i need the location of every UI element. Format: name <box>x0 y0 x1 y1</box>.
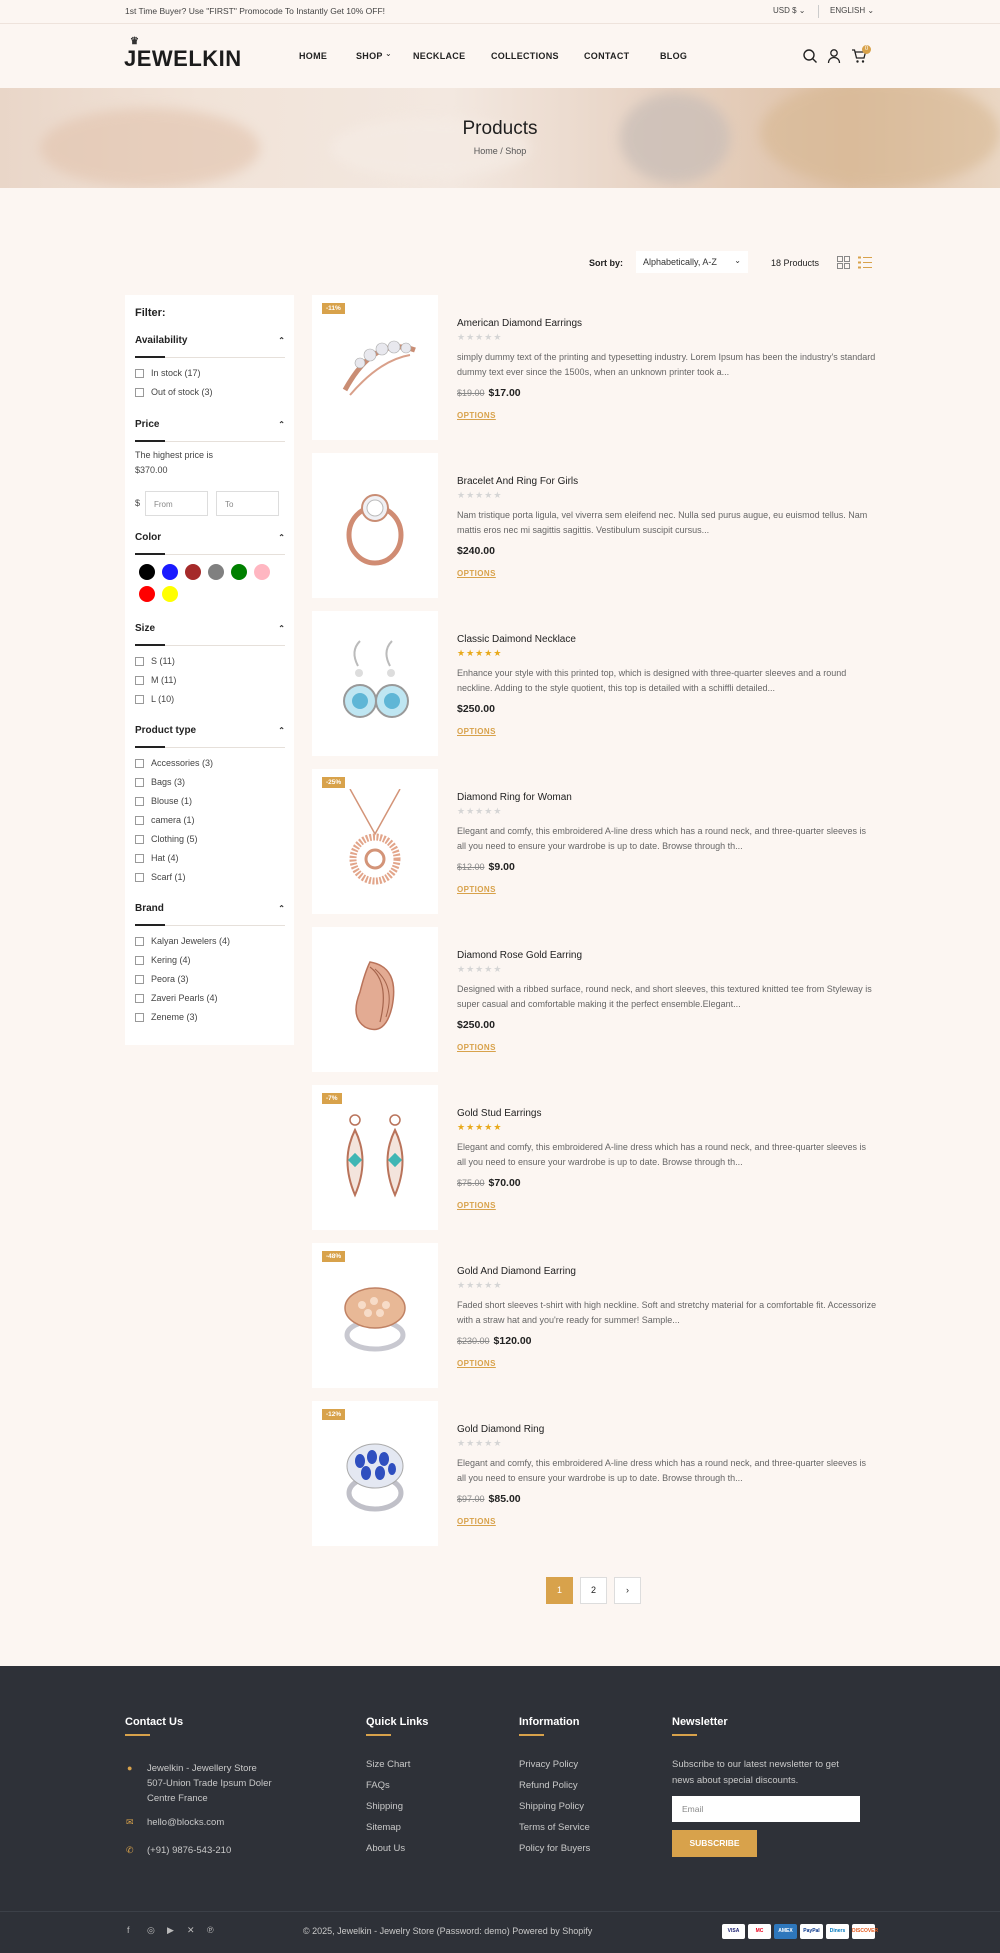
cart-count-badge: 0 <box>862 45 871 54</box>
star-icon: ★ <box>484 1280 494 1290</box>
current-price: $85.00 <box>488 1493 521 1505</box>
star-icon: ★ <box>475 1122 485 1132</box>
footer-email[interactable]: hello@blocks.com <box>147 1817 225 1828</box>
footer-link-faqs[interactable]: FAQs <box>366 1780 390 1791</box>
old-price: $230.00 <box>457 1336 490 1346</box>
star-icon: ★ <box>493 648 503 658</box>
x-icon[interactable]: ✕ <box>187 1925 195 1935</box>
product-description: simply dummy text of the printing and typesetting industry. Lorem Ipsum has been the industry's standard dummy text ever since the 1500s, when an unknown printer took a... <box>457 352 876 377</box>
current-price: $240.00 <box>457 545 495 557</box>
star-icon: ★ <box>475 1438 485 1448</box>
filter-color-header[interactable]: Color ⌃ <box>135 532 285 543</box>
star-icon: ★ <box>466 806 476 816</box>
breadcrumb-home[interactable]: Home <box>473 146 498 156</box>
options-button[interactable]: OPTIONS <box>457 411 496 420</box>
sort-select[interactable]: Alphabetically, A-Z ⌄ <box>636 251 748 273</box>
product-name[interactable]: Gold And Diamond Earring <box>457 1266 576 1277</box>
options-button[interactable]: OPTIONS <box>457 1043 496 1052</box>
announcement-bar <box>0 0 1000 24</box>
current-price: $17.00 <box>488 387 521 399</box>
rating-stars <box>457 964 502 975</box>
price-from-input[interactable]: From <box>145 491 208 516</box>
chevron-down-icon: ⌄ <box>798 6 806 15</box>
grid-view-icon[interactable] <box>837 256 850 269</box>
filter-type-scarf[interactable]: Scarf (1) <box>135 872 186 884</box>
star-icon: ★ <box>493 964 503 974</box>
footer-address-line: Jewelkin - Jewellery Store <box>147 1763 257 1774</box>
current-price: $70.00 <box>488 1177 521 1189</box>
price-to-input[interactable]: To <box>216 491 279 516</box>
page-1-button[interactable]: 1 <box>546 1577 573 1604</box>
divider <box>135 645 285 646</box>
newsletter-email-input[interactable]: Email <box>672 1796 860 1822</box>
star-icon: ★ <box>457 806 467 816</box>
product-name[interactable]: Diamond Ring for Woman <box>457 792 572 803</box>
star-icon: ★ <box>475 490 485 500</box>
rating-stars <box>457 806 502 817</box>
product-name[interactable]: Diamond Rose Gold Earring <box>457 950 583 961</box>
search-icon[interactable] <box>802 48 818 64</box>
breadcrumb-separator: / <box>500 146 503 156</box>
discount-badge: -11% <box>322 303 345 314</box>
filter-type-accessories[interactable]: Accessories (3) <box>135 758 213 770</box>
nav-home[interactable]: HOME <box>299 51 328 61</box>
product-card[interactable] <box>312 1401 438 1546</box>
chevron-up-icon: ⌃ <box>278 420 285 429</box>
product-price <box>457 1177 521 1189</box>
star-icon: ★ <box>457 490 467 500</box>
star-icon: ★ <box>466 648 476 658</box>
filter-size-header[interactable]: Size ⌃ <box>135 623 285 634</box>
nav-blog[interactable]: BLOG <box>660 51 688 61</box>
current-price: $9.00 <box>488 861 515 873</box>
paypal-icon: PayPal <box>800 1924 823 1939</box>
star-icon: ★ <box>475 806 485 816</box>
newsletter-text: news about special discounts. <box>672 1775 799 1786</box>
diners-icon: Diners <box>826 1924 849 1939</box>
star-icon: ★ <box>493 1438 503 1448</box>
divider <box>818 5 819 18</box>
divider <box>135 925 285 926</box>
options-button[interactable]: OPTIONS <box>457 1359 496 1368</box>
options-button[interactable]: OPTIONS <box>457 727 496 736</box>
old-price: $12.00 <box>457 862 485 872</box>
options-button[interactable]: OPTIONS <box>457 1517 496 1526</box>
chevron-down-icon: ⌄ <box>867 6 875 15</box>
color-swatch-brown[interactable] <box>185 564 201 580</box>
footer-address-line: 507-Union Trade Ipsum Doler <box>147 1778 272 1789</box>
old-price: $19.00 <box>457 388 485 398</box>
chevron-down-icon: ⌄ <box>734 256 741 265</box>
star-icon: ★ <box>457 1122 467 1132</box>
rating-stars <box>457 1438 502 1449</box>
product-count: 18 Products <box>771 258 820 268</box>
stud-earrings-image[interactable] <box>330 1105 420 1210</box>
nav-shop[interactable]: SHOP <box>356 51 383 61</box>
amex-icon: AMEX <box>774 1924 797 1939</box>
product-card[interactable] <box>312 927 438 1072</box>
star-icon: ★ <box>484 806 494 816</box>
footer-link-privacy[interactable]: Privacy Policy <box>519 1759 579 1770</box>
footer-phone[interactable]: (+91) 9876-543-210 <box>147 1845 232 1856</box>
youtube-icon[interactable]: ▶ <box>167 1925 174 1935</box>
user-icon[interactable] <box>826 48 842 64</box>
footer-link-buyers[interactable]: Policy for Buyers <box>519 1843 591 1854</box>
product-card[interactable] <box>312 611 438 756</box>
copyright-text: © 2025, Jewelkin - Jewelry Store (Password: demo) Powered by Shopify <box>303 1926 593 1936</box>
nav-collections[interactable]: COLLECTIONS <box>491 51 559 61</box>
chevron-right-icon: › <box>626 1585 629 1595</box>
star-icon: ★ <box>484 490 494 500</box>
star-icon: ★ <box>466 490 476 500</box>
product-card[interactable] <box>312 1085 438 1230</box>
star-icon: ★ <box>475 332 485 342</box>
footer-address-line: Centre France <box>147 1793 208 1804</box>
discount-badge: -48% <box>322 1251 345 1262</box>
footer-link-shipping-policy[interactable]: Shipping Policy <box>519 1801 584 1812</box>
product-card[interactable] <box>312 453 438 598</box>
rating-stars <box>457 490 502 501</box>
star-icon: ★ <box>466 332 476 342</box>
chevron-down-icon: ⌄ <box>385 49 392 58</box>
product-name[interactable]: Classic Daimond Necklace <box>457 634 576 645</box>
color-swatch-green[interactable] <box>231 564 247 580</box>
star-icon: ★ <box>466 964 476 974</box>
star-icon: ★ <box>493 1280 503 1290</box>
product-description: Elegant and comfy, this embroidered A-line dress which has a round neck, and three-quarter sleeves is all you need to ensure your wardrobe is up to date. Browse through th... <box>457 1458 867 1483</box>
footer-link-shipping[interactable]: Shipping <box>366 1801 403 1812</box>
color-swatch-black[interactable] <box>139 564 155 580</box>
product-name[interactable]: American Diamond Earrings <box>457 318 583 329</box>
color-swatch-blue[interactable] <box>162 564 178 580</box>
filter-size-l[interactable]: L (10) <box>135 694 174 706</box>
divider <box>135 747 285 748</box>
old-price: $97.00 <box>457 1494 485 1504</box>
star-icon: ★ <box>493 490 503 500</box>
filter-brand-zaveri[interactable]: Zaveri Pearls (4) <box>135 993 218 1005</box>
product-price <box>457 861 515 873</box>
star-icon: ★ <box>475 1280 485 1290</box>
divider <box>135 357 285 358</box>
sapphire-ring-image[interactable] <box>330 1421 420 1526</box>
filter-price-header[interactable]: Price ⌃ <box>135 419 285 430</box>
phone-icon: ✆ <box>126 1845 134 1855</box>
star-icon: ★ <box>493 806 503 816</box>
visa-icon: VISA <box>722 1924 745 1939</box>
star-icon: ★ <box>493 1122 503 1132</box>
mastercard-icon: MC <box>748 1924 771 1939</box>
instagram-icon[interactable]: ◎ <box>147 1925 155 1935</box>
filter-availability-header[interactable]: Availability ⌃ <box>135 335 285 346</box>
color-swatch-red[interactable] <box>139 586 155 602</box>
rating-stars <box>457 1122 502 1133</box>
footer-newsletter-title: Newsletter <box>672 1716 728 1728</box>
product-description: Designed with a ribbed surface, round neck, and short sleeves, this textured knitted tee from Styleway is super casual and comfortable making it the perfect ensemble.Elegant... <box>457 984 872 1009</box>
star-icon: ★ <box>466 1280 476 1290</box>
filter-type-blouse[interactable]: Blouse (1) <box>135 796 192 808</box>
page-title: Products <box>462 118 538 139</box>
chevron-up-icon: ⌃ <box>278 533 285 542</box>
filter-sidebar <box>125 295 294 1045</box>
product-price <box>457 387 521 399</box>
product-price <box>457 1493 521 1505</box>
price-currency: $ <box>135 498 141 508</box>
star-icon: ★ <box>475 648 485 658</box>
newsletter-text: Subscribe to our latest newsletter to get <box>672 1759 839 1770</box>
color-swatch-yellow[interactable] <box>162 586 178 602</box>
sort-label: Sort by: <box>589 258 624 268</box>
star-icon: ★ <box>493 332 503 342</box>
filter-brand-header[interactable]: Brand ⌃ <box>135 903 285 914</box>
current-price: $250.00 <box>457 703 495 715</box>
filter-product-type-header[interactable]: Product type ⌃ <box>135 725 285 736</box>
ring-image[interactable] <box>330 473 420 578</box>
cocktail-ring-image[interactable] <box>330 1263 420 1368</box>
filter-type-camera[interactable]: camera (1) <box>135 815 195 827</box>
currency-selector[interactable]: USD $ ⌄ <box>773 6 806 15</box>
chevron-up-icon: ⌃ <box>278 726 285 735</box>
star-icon: ★ <box>484 964 494 974</box>
footer-link-terms[interactable]: Terms of Service <box>519 1822 590 1833</box>
pendant-image[interactable] <box>330 789 420 894</box>
filter-brand-peora[interactable]: Peora (3) <box>135 974 189 986</box>
star-icon: ★ <box>484 1438 494 1448</box>
product-price <box>457 1335 532 1347</box>
filter-type-hat[interactable]: Hat (4) <box>135 853 179 865</box>
product-price <box>457 545 495 557</box>
star-icon: ★ <box>457 332 467 342</box>
star-icon: ★ <box>484 1122 494 1132</box>
breadcrumb <box>0 146 1000 156</box>
color-swatch-pink[interactable] <box>254 564 270 580</box>
product-card[interactable] <box>312 769 438 914</box>
footer-link-sitemap[interactable]: Sitemap <box>366 1822 401 1833</box>
filter-brand-zeneme[interactable]: Zeneme (3) <box>135 1012 198 1024</box>
filter-out-of-stock[interactable]: Out of stock (3) <box>135 387 213 399</box>
filter-brand-kalyan[interactable]: Kalyan Jewelers (4) <box>135 936 230 948</box>
product-card[interactable] <box>312 1243 438 1388</box>
next-page-button[interactable] <box>614 1577 641 1604</box>
star-icon: ★ <box>484 648 494 658</box>
star-icon: ★ <box>457 1280 467 1290</box>
discount-badge: -12% <box>322 1409 345 1420</box>
page-2-button[interactable]: 2 <box>580 1577 607 1604</box>
star-icon: ★ <box>457 648 467 658</box>
rose-earring-image[interactable] <box>330 947 420 1052</box>
star-icon: ★ <box>457 964 467 974</box>
footer-quick-links-title: Quick Links <box>366 1716 428 1728</box>
nav-contact[interactable]: CONTACT <box>584 51 630 61</box>
pinterest-icon[interactable]: ℗ <box>207 1925 214 1935</box>
price-max: $370.00 <box>135 465 168 475</box>
location-pin-icon: ● <box>127 1763 133 1773</box>
product-name[interactable]: Gold Stud Earrings <box>457 1108 542 1119</box>
star-icon: ★ <box>457 1438 467 1448</box>
filter-title: Filter: <box>135 307 166 319</box>
product-card[interactable] <box>312 295 438 440</box>
crown-icon: ♛ <box>130 36 140 47</box>
options-button[interactable]: OPTIONS <box>457 885 496 894</box>
star-icon: ★ <box>466 1438 476 1448</box>
divider <box>135 441 285 442</box>
filter-size-s[interactable]: S (11) <box>135 656 175 668</box>
current-price: $250.00 <box>457 1019 495 1031</box>
footer-information-title: Information <box>519 1716 580 1728</box>
chevron-up-icon: ⌃ <box>278 624 285 633</box>
footer-contact-title: Contact Us <box>125 1716 183 1728</box>
chevron-up-icon: ⌃ <box>278 336 285 345</box>
options-button[interactable]: OPTIONS <box>457 569 496 578</box>
facebook-icon[interactable]: f <box>127 1925 130 1935</box>
promo-text: 1st Time Buyer? Use "FIRST" Promocode To Instantly Get 10% OFF! <box>125 6 386 16</box>
footer-link-about[interactable]: About Us <box>366 1843 406 1854</box>
list-view-icon[interactable] <box>858 256 872 269</box>
breadcrumb-current: Shop <box>505 146 527 156</box>
star-icon: ★ <box>466 1122 476 1132</box>
product-description: Elegant and comfy, this embroidered A-line dress which has a round neck, and three-quarter sleeves is all you need to ensure your wardrobe is up to date. Browse through th... <box>457 1142 867 1167</box>
filter-type-clothing[interactable]: Clothing (5) <box>135 834 198 846</box>
discount-badge: -7% <box>322 1093 342 1104</box>
mail-icon: ✉ <box>126 1817 134 1827</box>
filter-size-m[interactable]: M (11) <box>135 675 176 687</box>
product-description: Elegant and comfy, this embroidered A-line dress which has a round neck, and three-quarter sleeves is all you need to ensure your wardrobe is up to date. Browse through th... <box>457 826 867 851</box>
discover-icon: DISCOVER <box>852 1924 875 1939</box>
footer-link-refund[interactable]: Refund Policy <box>519 1780 578 1791</box>
current-price: $120.00 <box>493 1335 532 1347</box>
logo[interactable]: ♛ JEWELKIN <box>124 36 242 71</box>
filter-type-bags[interactable]: Bags (3) <box>135 777 185 789</box>
chevron-up-icon: ⌃ <box>278 904 285 913</box>
nav-necklace[interactable]: NECKLACE <box>413 51 466 61</box>
product-description: Nam tristique porta ligula, vel viverra sem eleifend nec. Nulla sed purus augue, eu euismod tellus. Nam mattis eros nec mi sagittis sagittis. Vestibulum suscipit cursus... <box>457 510 868 535</box>
rating-stars <box>457 1280 502 1291</box>
discount-badge: -25% <box>322 777 345 788</box>
star-icon: ★ <box>475 964 485 974</box>
divider <box>135 554 285 555</box>
bracelet-image[interactable] <box>330 315 420 420</box>
subscribe-button[interactable]: SUBSCRIBE <box>672 1830 757 1857</box>
footer-link-size-chart[interactable]: Size Chart <box>366 1759 411 1770</box>
rating-stars <box>457 332 502 343</box>
language-selector[interactable]: ENGLISH ⌄ <box>830 6 875 15</box>
earrings-image[interactable] <box>330 631 420 736</box>
product-price <box>457 703 495 715</box>
product-description: Faded short sleeves t-shirt with high neckline. Soft and stretchy material for a comfortable fit. Accessorize with a straw hat and you're ready for summer! Sample... <box>457 1300 877 1325</box>
old-price: $75.00 <box>457 1178 485 1188</box>
price-note: The highest price is <box>135 450 214 460</box>
product-name[interactable]: Gold Diamond Ring <box>457 1424 545 1435</box>
rating-stars <box>457 648 502 659</box>
product-name[interactable]: Bracelet And Ring For Girls <box>457 476 579 487</box>
filter-in-stock[interactable]: In stock (17) <box>135 368 201 380</box>
options-button[interactable]: OPTIONS <box>457 1201 496 1210</box>
product-description: Enhance your style with this printed top, which is designed with three-quarter sleeves and a round neckline. Adding to the style quotient, this top is detailed with a schiffli detailed... <box>457 668 847 693</box>
product-price <box>457 1019 495 1031</box>
star-icon: ★ <box>484 332 494 342</box>
filter-brand-kering[interactable]: Kering (4) <box>135 955 191 967</box>
divider <box>0 1911 1000 1912</box>
color-swatch-gray[interactable] <box>208 564 224 580</box>
